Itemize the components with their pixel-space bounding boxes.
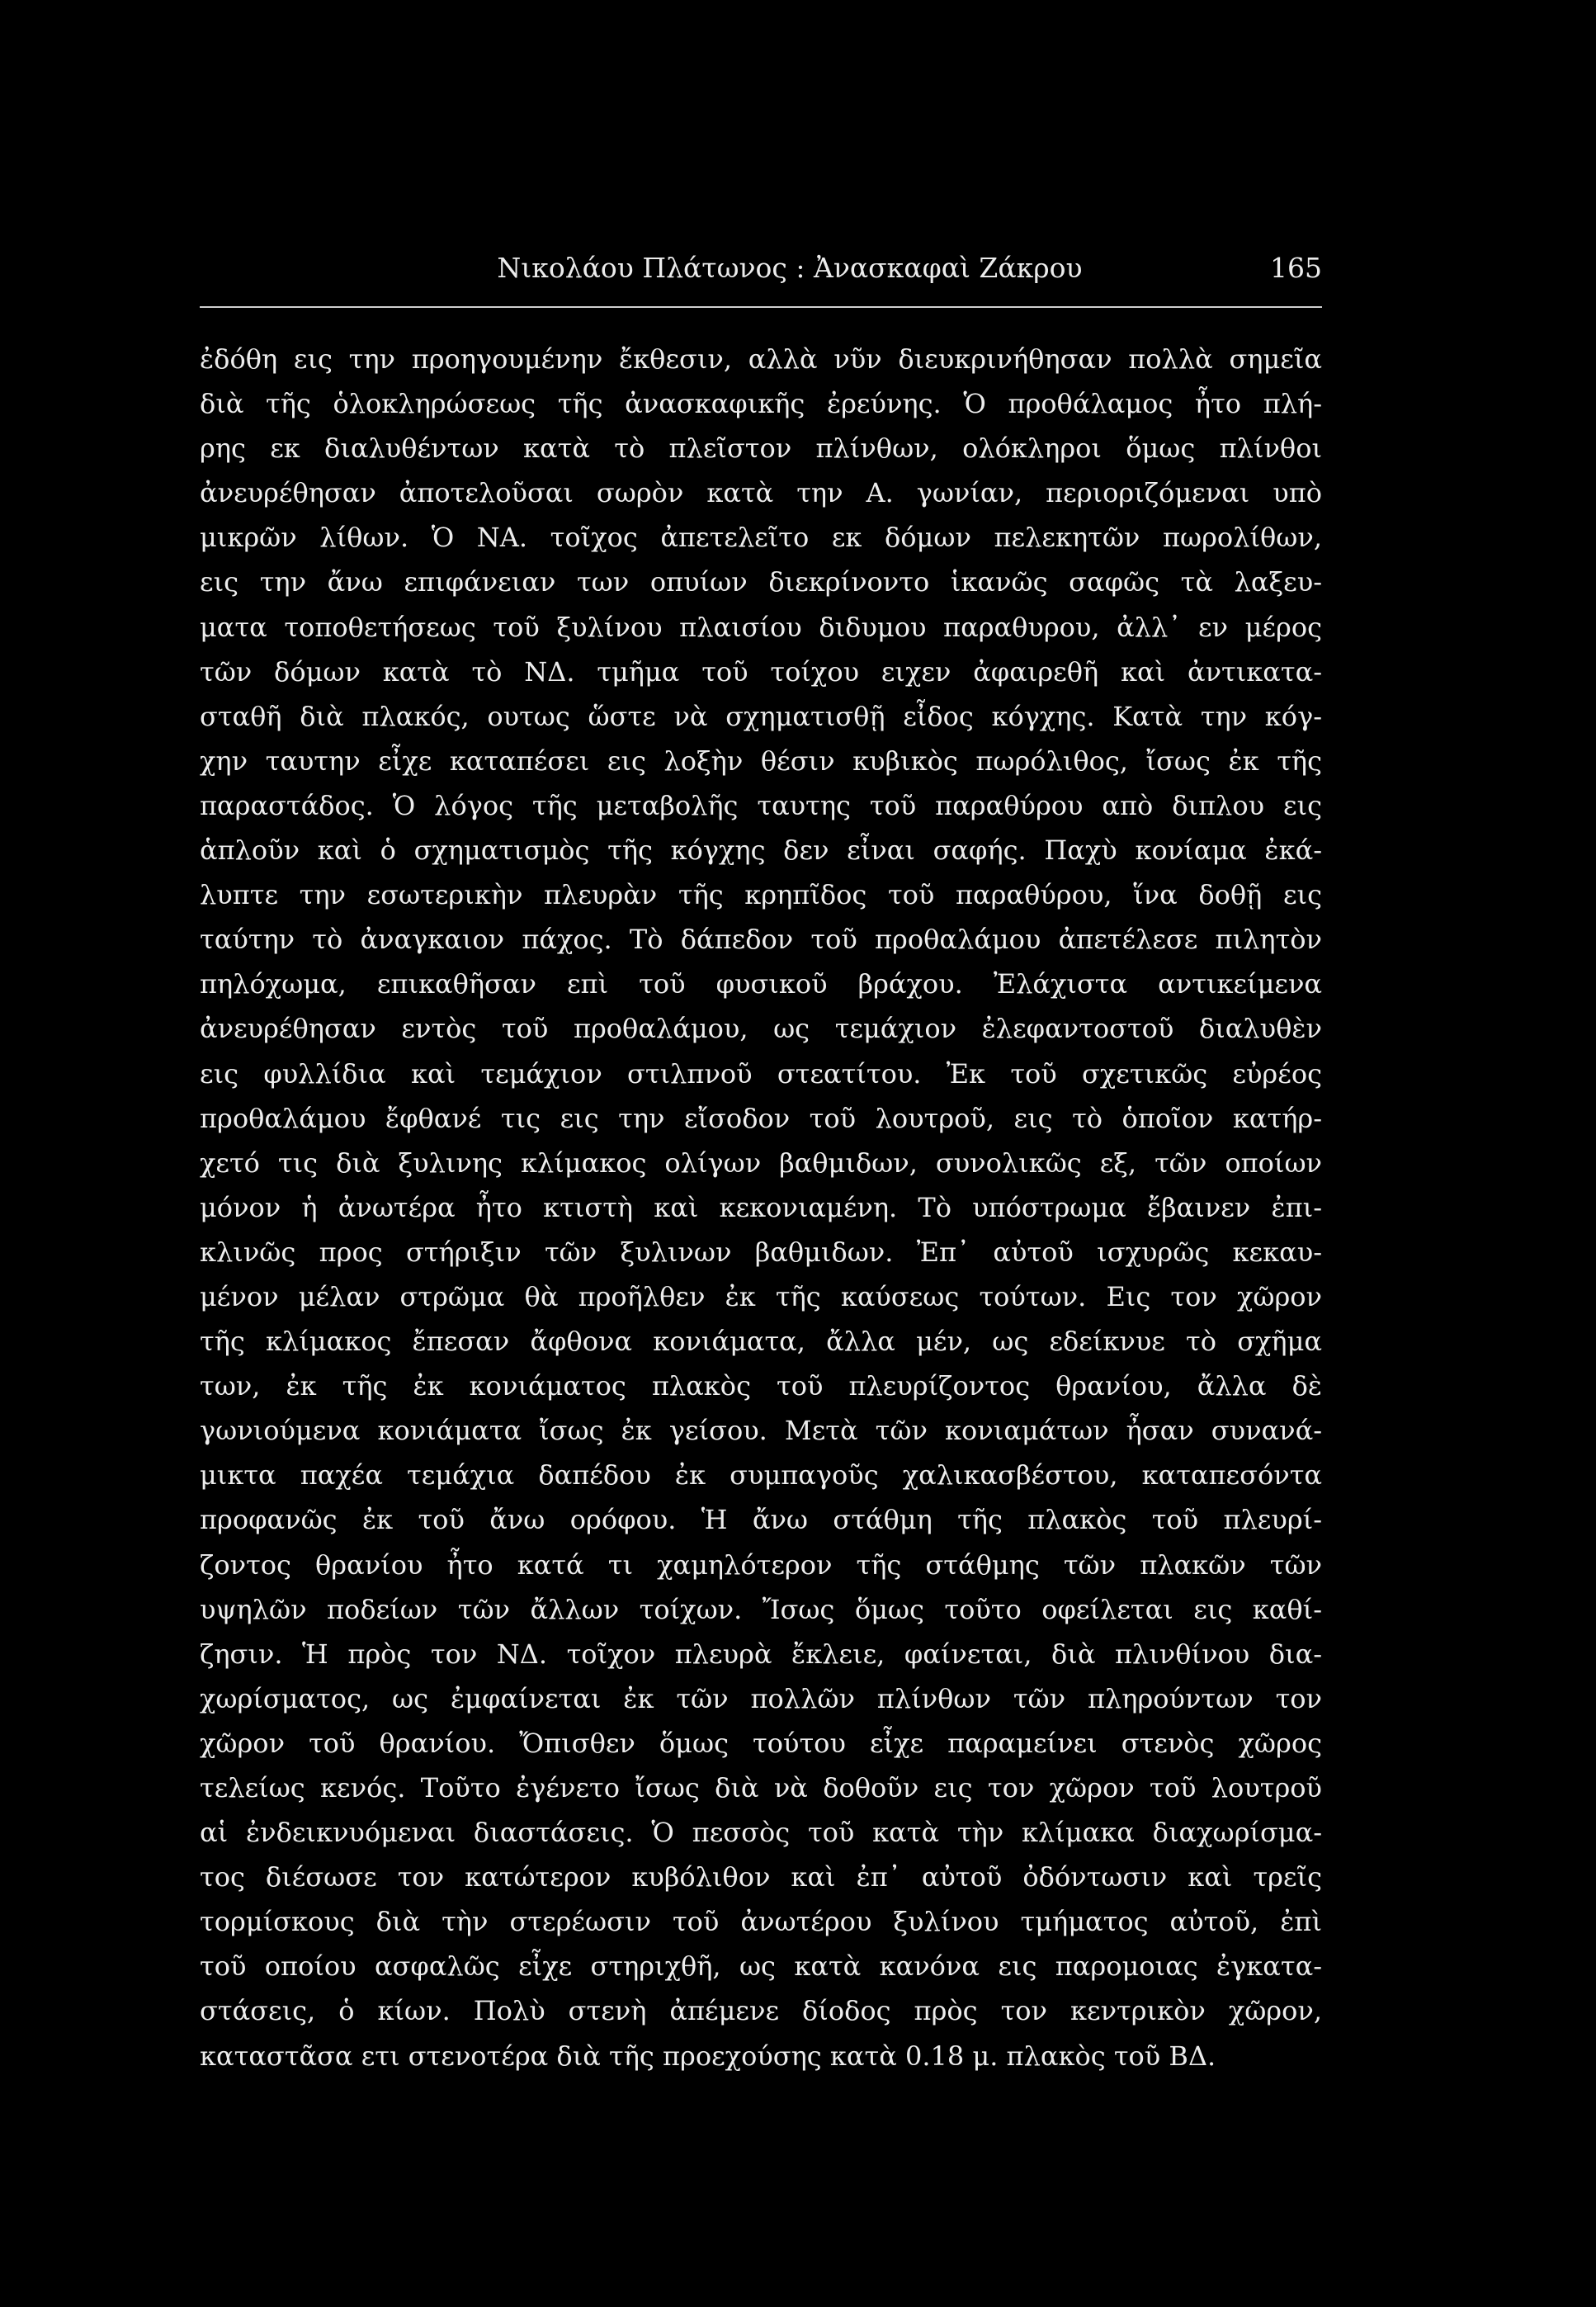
text-line: μένον μέλαν στρῶμα θὰ προῆλθεν ἐκ τῆς καύσεως τούτων. Εις τον χῶρον [200,1280,1322,1312]
text-line: διὰ τῆς ὁλοκληρώσεως τῆς ἀνασκαφικῆς ἐρεύνης. Ὁ προθάλαμος ἦτο πλή- [200,388,1322,420]
text-line: χωρίσματος, ως ἐμφαίνεται ἐκ τῶν πολλῶν πλίνθων τῶν πληρούντων τον [200,1682,1322,1714]
text-line: προφανῶς ἐκ τοῦ ἄνω ορόφου. Ἡ ἄνω στάθμη τῆς πλακὸς τοῦ πλευρί- [200,1504,1322,1536]
text-line: αἱ ἐνδεικνυόμεναι διαστάσεις. Ὁ πεσσὸς τοῦ κατὰ τὴν κλίμακα διαχωρίσμα- [200,1817,1322,1849]
text-line: ἐδόθη εις την προηγουμένην ἔκθεσιν, αλλὰ νῦν διευκρινήθησαν πολλὰ σημεῖα [200,343,1322,375]
text-line: υψηλῶν ποδείων τῶν ἄλλων τοίχων. Ἴσως ὅμως τοῦτο οφείλεται εις καθί- [200,1593,1322,1625]
text-line: χην ταυτην εἶχε καταπέσει εις λοξὴν θέσιν κυβικὸς πωρόλιθος, ἴσως ἐκ τῆς [200,745,1322,777]
text-line: μικρῶν λίθων. Ὁ ΝΑ. τοῖχος ἀπετελεῖτο εκ δόμων πελεκητῶν πωρολίθων, [200,522,1322,554]
text-line: εις φυλλίδια καὶ τεμάχιον στιλπνοῦ στεατίτου. Ἐκ τοῦ σχετικῶς εὐρέος [200,1057,1322,1090]
text-line: τος διέσωσε τον κατώτερον κυβόλιθον καὶ ἐπ᾽ αὐτοῦ ὀδόντωσιν καὶ τρεῖς [200,1861,1322,1893]
text-line: ἀνευρέθησαν ἀποτελοῦσαι σωρὸν κατὰ την Α. γωνίαν, περιοριζόμεναι υπὸ [200,477,1322,509]
text-line: κλινῶς προς στήριξιν τῶν ξυλινων βαθμιδων. Ἐπ᾽ αὐτοῦ ισχυρῶς κεκαυ- [200,1236,1322,1268]
text-line: γωνιούμενα κονιάματα ἴσως ἐκ γείσου. Μετὰ τῶν κονιαμάτων ἦσαν συνανά- [200,1415,1322,1447]
text-line: παραστάδος. Ὁ λόγος τῆς μεταβολῆς ταυτης τοῦ παραθύρου απὸ διπλου εις [200,789,1322,821]
text-line: χῶρον τοῦ θρανίου. Ὄπισθεν ὅμως τούτου εἶχε παραμείνει στενὸς χῶρος [200,1727,1322,1759]
text-line: πηλόχωμα, επικαθῆσαν επὶ τοῦ φυσικοῦ βράχου. Ἐλάχιστα αντικείμενα [200,968,1322,1000]
text-line: καταστᾶσα ετι στενοτέρα διὰ τῆς προεχούσης κατὰ 0.18 μ. πλακὸς τοῦ ΒΔ. [200,2040,1216,2072]
text-line: ρης εκ διαλυθέντων κατὰ τὸ πλεῖστον πλίνθων, ολόκληροι ὅμως πλίνθοι [200,433,1322,465]
text-line: εις την ἄνω επιφάνειαν των οπυίων διεκρίνοντο ἱκανῶς σαφῶς τὰ λαξευ- [200,566,1322,598]
text-line: λυπτε την εσωτερικὴν πλευρὰν τῆς κρηπῖδος τοῦ παραθύρου, ἵνα δοθῇ εις [200,879,1322,911]
text-line: προθαλάμου ἔφθανέ τις εις την εἴσοδον τοῦ λουτροῦ, εις τὸ ὁποῖον κατήρ- [200,1102,1322,1134]
text-line: ζησιν. Ἡ πρὸς τον ΝΔ. τοῖχον πλευρὰ ἔκλειε, φαίνεται, διὰ πλινθίνου δια- [200,1638,1322,1670]
text-line: ζοντος θρανίου ἦτο κατά τι χαμηλότερον τῆς στάθμης τῶν πλακῶν τῶν [200,1548,1322,1581]
running-head [200,252,1322,301]
body-text [200,337,1322,2078]
text-line: τελείως κενός. Τοῦτο ἐγένετο ἴσως διὰ νὰ δοθοῦν εις τον χῶρον τοῦ λουτροῦ [200,1772,1322,1804]
text-line: μόνον ἡ ἀνωτέρα ἦτο κτιστὴ καὶ κεκονιαμένη. Τὸ υπόστρωμα ἔβαινεν ἐπι- [200,1191,1322,1223]
text-line: τῶν δόμων κατὰ τὸ ΝΔ. τμῆμα τοῦ τοίχου ειχεν ἀφαιρεθῆ καὶ ἀντικατα- [200,655,1322,688]
page-number: 165 [1270,252,1322,284]
text-line: τῆς κλίμακος ἔπεσαν ἄφθονα κονιάματα, ἄλλα μέν, ως εδείκνυε τὸ σχῆμα [200,1326,1322,1358]
text-line: στάσεις, ὁ κίων. Πολὺ στενὴ ἀπέμενε δίοδος πρὸς τον κεντρικὸν χῶρον, [200,1995,1322,2027]
text-line: ἀνευρέθησαν εντὸς τοῦ προθαλάμου, ως τεμάχιον ἐλεφαντοστοῦ διαλυθὲν [200,1013,1322,1045]
running-head-title: Νικολάου Πλάτωνος : Ἀνασκαφαὶ Ζάκρου [497,252,1083,284]
header-rule [200,306,1322,308]
text-line: ματα τοποθετήσεως τοῦ ξυλίνου πλαισίου διδυμου παραθυρου, ἀλλ᾽ εν μέρος [200,611,1322,643]
text-line: ἁπλοῦν καὶ ὁ σχηματισμὸς τῆς κόγχης δεν εἶναι σαφής. Παχὺ κονίαμα ἐκά- [200,834,1322,867]
text-line: τορμίσκους διὰ τὴν στερέωσιν τοῦ ἀνωτέρου ξυλίνου τμήματος αὐτοῦ, ἐπὶ [200,1906,1322,1938]
text-line: σταθῆ διὰ πλακός, ουτως ὥστε νὰ σχηματισθῇ εἶδος κόγχης. Κατὰ την κόγ- [200,700,1322,732]
text-line: των, ἐκ τῆς ἐκ κονιάματος πλακὸς τοῦ πλευρίζοντος θρανίου, ἄλλα δὲ [200,1370,1322,1402]
text-line: τοῦ οποίου ασφαλῶς εἶχε στηριχθῆ, ως κατὰ κανόνα εις παρομοιας ἐγκατα- [200,1950,1322,1983]
text-line: χετό τις διὰ ξυλινης κλίμακος ολίγων βαθμιδων, συνολικῶς εξ, τῶν οποίων [200,1146,1322,1179]
text-line: μικτα παχέα τεμάχια δαπέδου ἐκ συμπαγοῦς χαλικασβέστου, καταπεσόντα [200,1459,1322,1492]
text-line: ταύτην τὸ ἀναγκαιον πάχος. Τὸ δάπεδον τοῦ προθαλάμου ἀπετέλεσε πιλητὸν [200,924,1322,956]
